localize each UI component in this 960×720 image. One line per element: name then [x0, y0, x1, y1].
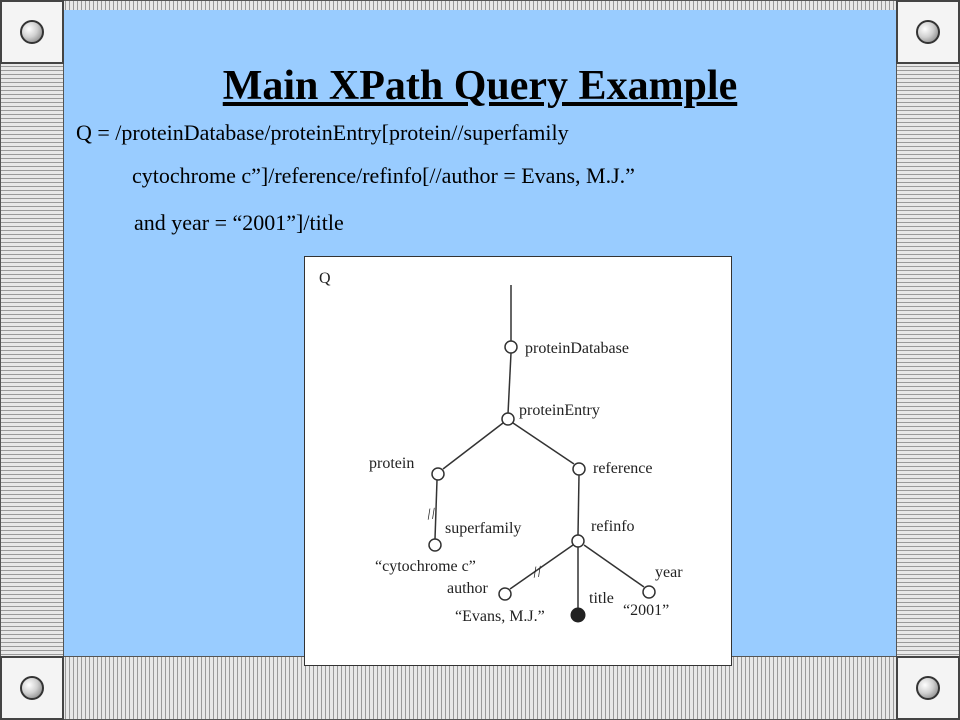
corner-bolt-bottom-right [896, 656, 960, 720]
label-reference: reference [593, 460, 653, 477]
frame-right [896, 0, 960, 720]
frame-left [0, 0, 64, 720]
diagram-q-label: Q [319, 270, 331, 287]
query-line-3: and year = “2001”]/title [134, 210, 344, 235]
bolt-icon [916, 676, 940, 700]
label-refinfo: refinfo [591, 518, 635, 535]
node-superfamily [429, 539, 441, 551]
edge-refinfo-author [510, 545, 573, 589]
label-author: author [447, 580, 488, 597]
edge-entry-reference [513, 423, 574, 464]
label-proteinEntry: proteinEntry [519, 402, 600, 419]
corner-bolt-bottom-left [0, 656, 64, 720]
node-author [499, 588, 511, 600]
edge-db-entry [508, 353, 511, 414]
node-proteinEntry [502, 413, 514, 425]
query-tree-diagram [304, 256, 732, 666]
node-title-output [571, 608, 585, 622]
label-superfamily: superfamily [445, 520, 522, 537]
label-cytochrome: “cytochrome c” [375, 558, 476, 575]
node-year [643, 586, 655, 598]
node-protein [432, 468, 444, 480]
label-proteinDatabase: proteinDatabase [525, 340, 629, 357]
bolt-icon [20, 676, 44, 700]
label-protein: protein [369, 455, 415, 472]
edge-reference-refinfo [578, 475, 579, 535]
corner-bolt-top-left [0, 0, 64, 64]
corner-bolt-top-right [896, 0, 960, 64]
bolt-icon [20, 20, 44, 44]
label-evans: “Evans, M.J.” [455, 608, 545, 625]
slide-title: Main XPath Query Example [222, 63, 738, 109]
label-title: title [589, 590, 614, 607]
label-2001: “2001” [623, 602, 670, 619]
query-tree-svg [305, 257, 733, 667]
bolt-icon [916, 20, 940, 44]
descendant-marker-author: // [531, 563, 544, 582]
node-reference [573, 463, 585, 475]
edge-refinfo-year [584, 545, 644, 587]
edge-protein-superfamily [435, 480, 437, 539]
descendant-marker-protein: // [425, 505, 438, 524]
edge-entry-protein [443, 423, 503, 469]
query-line-2: cytochrome c”]/reference/refinfo[//author = Evans, M.J.” [132, 163, 635, 188]
node-refinfo [572, 535, 584, 547]
label-year: year [655, 564, 683, 581]
query-line-1: Q = /proteinDatabase/proteinEntry[protein//superfamily [76, 120, 569, 145]
node-proteinDatabase [505, 341, 517, 353]
